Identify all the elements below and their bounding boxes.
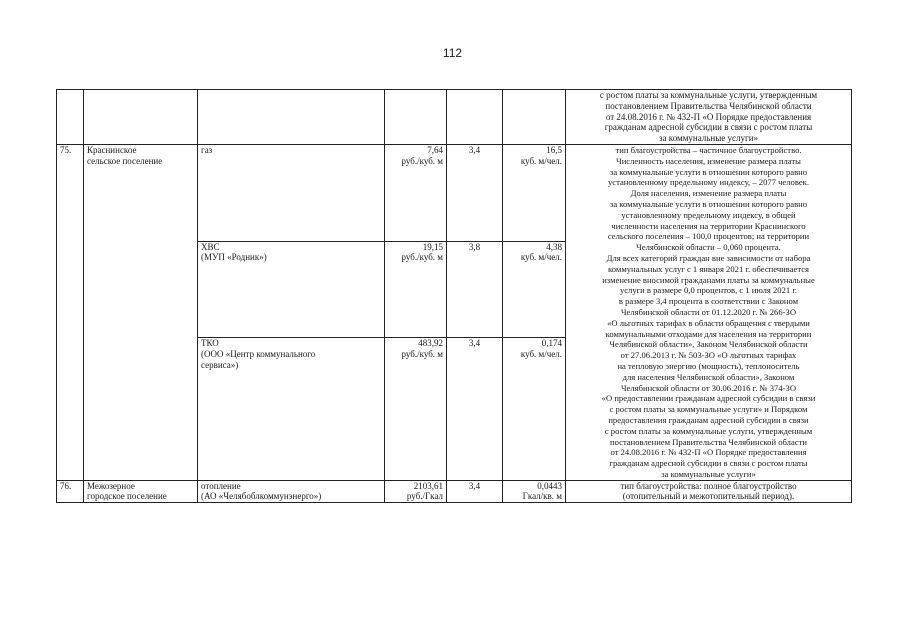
note-line: за коммунальные услуги в отношении которого равно (609, 198, 808, 209)
note-line: с ростом платы за коммунальные услуги, утвержденным (604, 425, 813, 436)
table-row (57, 144, 852, 241)
note-line: численности населения на территории Краснинского (611, 220, 806, 231)
volume-value: 4,38 (546, 241, 562, 252)
service-name (198, 144, 385, 241)
volume-unit: Гкал/кв. м (522, 491, 562, 502)
service-name-line: отопление (201, 480, 241, 491)
note-line: Челябинской области от 30.06.2016 г. № 374-ЗО (620, 382, 797, 393)
note-line: Для всех категорий граждан вне зависимости от набора (606, 252, 811, 263)
note-line: Челябинской области – 0,060 процента. (636, 242, 781, 253)
tariff-unit: руб./Гкал (406, 491, 443, 502)
tariff-value: 483,92 (418, 338, 443, 349)
service-name-line: (ООО «Центр коммунального (201, 348, 316, 359)
note-line: гражданам адресной субсидии в связи с ростом платы (604, 122, 813, 133)
settlement-name-line: городское поселение (87, 491, 167, 502)
page-number: 112 (442, 46, 463, 60)
volume-unit: куб. м/чел. (520, 348, 562, 359)
note-line: коммунальных услуг с 1 января 2021 г. обеспечивается (608, 263, 809, 274)
note-line: Доля населения, изменение размера платы (630, 188, 787, 199)
service-name-line: (МУП «Родник») (201, 252, 267, 263)
service-name (198, 90, 385, 145)
volume-value: 16,5 (546, 144, 562, 155)
tariff-value: 19,15 (422, 241, 443, 252)
note-cell (566, 144, 852, 480)
settlement-name-line: Краснинское (87, 144, 137, 155)
volume-cell (503, 90, 566, 145)
tariff-value: 7,64 (427, 144, 443, 155)
tariff-cell (385, 90, 447, 145)
service-name-line: сервиса») (201, 359, 239, 370)
note-line: за коммунальные услуги» (661, 468, 756, 479)
volume-value: 0,174 (541, 338, 562, 349)
note-line: «О льготных тарифах в области обращения с твердыми (607, 317, 810, 328)
index-value: 3,4 (468, 144, 481, 155)
note-line: от 27.06.2013 г. № 503-ЗО «О льготных тарифах (620, 350, 797, 361)
row-number: 75. (57, 144, 84, 480)
volume-cell (503, 144, 566, 241)
table-row (57, 90, 852, 145)
index-cell (447, 90, 503, 145)
row-number: 76. (57, 480, 84, 503)
index-cell (447, 144, 503, 241)
tariff-cell (385, 144, 447, 241)
settlement-name (84, 144, 198, 480)
settlement-name (84, 90, 198, 145)
note-cell (566, 480, 852, 503)
index-value: 3,4 (468, 480, 481, 491)
volume-cell (503, 338, 566, 481)
table-row (57, 480, 852, 503)
note-line: постановлением Правительства Челябинской области (610, 436, 807, 447)
note-line: за коммунальные услуги» (658, 133, 759, 144)
note-line: установленному предельному индексу, в общей (621, 209, 796, 220)
tariff-table (56, 89, 852, 503)
note-line: Численность населения, изменение размера платы (616, 155, 801, 166)
note-line: для населения Челябинской области», Законом (622, 371, 795, 382)
tariff-cell (385, 241, 447, 338)
note-line: сельского поселения – 100,0 процентов; на территории (607, 231, 810, 242)
volume-cell (503, 241, 566, 338)
note-line: от 24.08.2016 г. № 432-П «О Порядке предоставления (605, 111, 812, 122)
service-name (198, 241, 385, 338)
note-line: изменение вносимой гражданами платы за коммунальные (602, 274, 815, 285)
volume-value: 0,0443 (537, 480, 562, 491)
note-line: коммунальными отходами для населения на территории (605, 328, 812, 339)
volume-cell (503, 480, 566, 503)
index-cell (447, 480, 503, 503)
service-name-line: ХВС (201, 241, 220, 252)
index-value: 3,4 (468, 338, 481, 349)
note-line: с ростом платы за коммунальные услуги, утвержденным (599, 90, 818, 100)
note-line: тип благоустройства: полное благоустройство (620, 480, 797, 491)
tariff-unit: руб./куб. м (401, 348, 443, 359)
tariff-unit: руб./куб. м (401, 155, 443, 166)
settlement-name-line: Межозерное (87, 480, 135, 491)
note-line: «О предоставлении гражданам адресной субсидии в связи (601, 393, 816, 404)
tariff-table-body (57, 90, 852, 503)
index-value: 3,8 (468, 241, 481, 252)
note-cell (566, 90, 852, 145)
note-line: на тепловую энергию (мощность), теплоноситель (617, 360, 800, 371)
volume-unit: куб. м/чел. (520, 252, 562, 263)
note-line: тип благоустройства – частичное благоустройство. (615, 144, 802, 155)
tariff-unit: руб./куб. м (401, 252, 443, 263)
note-line: услуги в размере 0,0 процентов, с 1 июля 2021 г. (619, 285, 798, 296)
settlement-name-line: сельское поселение (87, 155, 163, 166)
service-name-line: газ (201, 144, 213, 155)
index-cell (447, 338, 503, 481)
tariff-value: 2103,61 (413, 480, 443, 491)
settlement-name (84, 480, 198, 503)
index-cell (447, 241, 503, 338)
note-line: с ростом платы за коммунальные услуги» и Порядком (609, 404, 808, 415)
service-name (198, 338, 385, 481)
note-line: Челябинской области от 01.12.2020 г. № 266-ЗО (620, 306, 797, 317)
note-line: предоставления гражданам адресной субсидии в связи (608, 414, 809, 425)
service-name-line: (АО «Челябоблкоммунэнерго») (201, 491, 322, 502)
note-line: за коммунальные услуги в отношении которого равно (609, 166, 808, 177)
service-name (198, 480, 385, 503)
volume-unit: куб. м/чел. (520, 155, 562, 166)
note-line: в размере 3,4 процента в соответствии с Законом (618, 296, 799, 307)
tariff-cell (385, 338, 447, 481)
note-line: Челябинской области», Законом Челябинской области (609, 339, 808, 350)
tariff-cell (385, 480, 447, 503)
note-line: гражданам адресной субсидии в связи с ростом платы (609, 458, 808, 469)
note-line: постановлением Правительства Челябинской области (605, 100, 812, 111)
service-name-line: ТКО (201, 338, 219, 349)
note-line: установленному предельному индексу, – 2077 человек. (608, 177, 809, 188)
note-line: (отопительный и межотопительный период). (622, 491, 795, 502)
row-number (57, 90, 84, 145)
note-line: от 24.08.2016 г. № 432-П «О Порядке предоставления (610, 447, 807, 458)
